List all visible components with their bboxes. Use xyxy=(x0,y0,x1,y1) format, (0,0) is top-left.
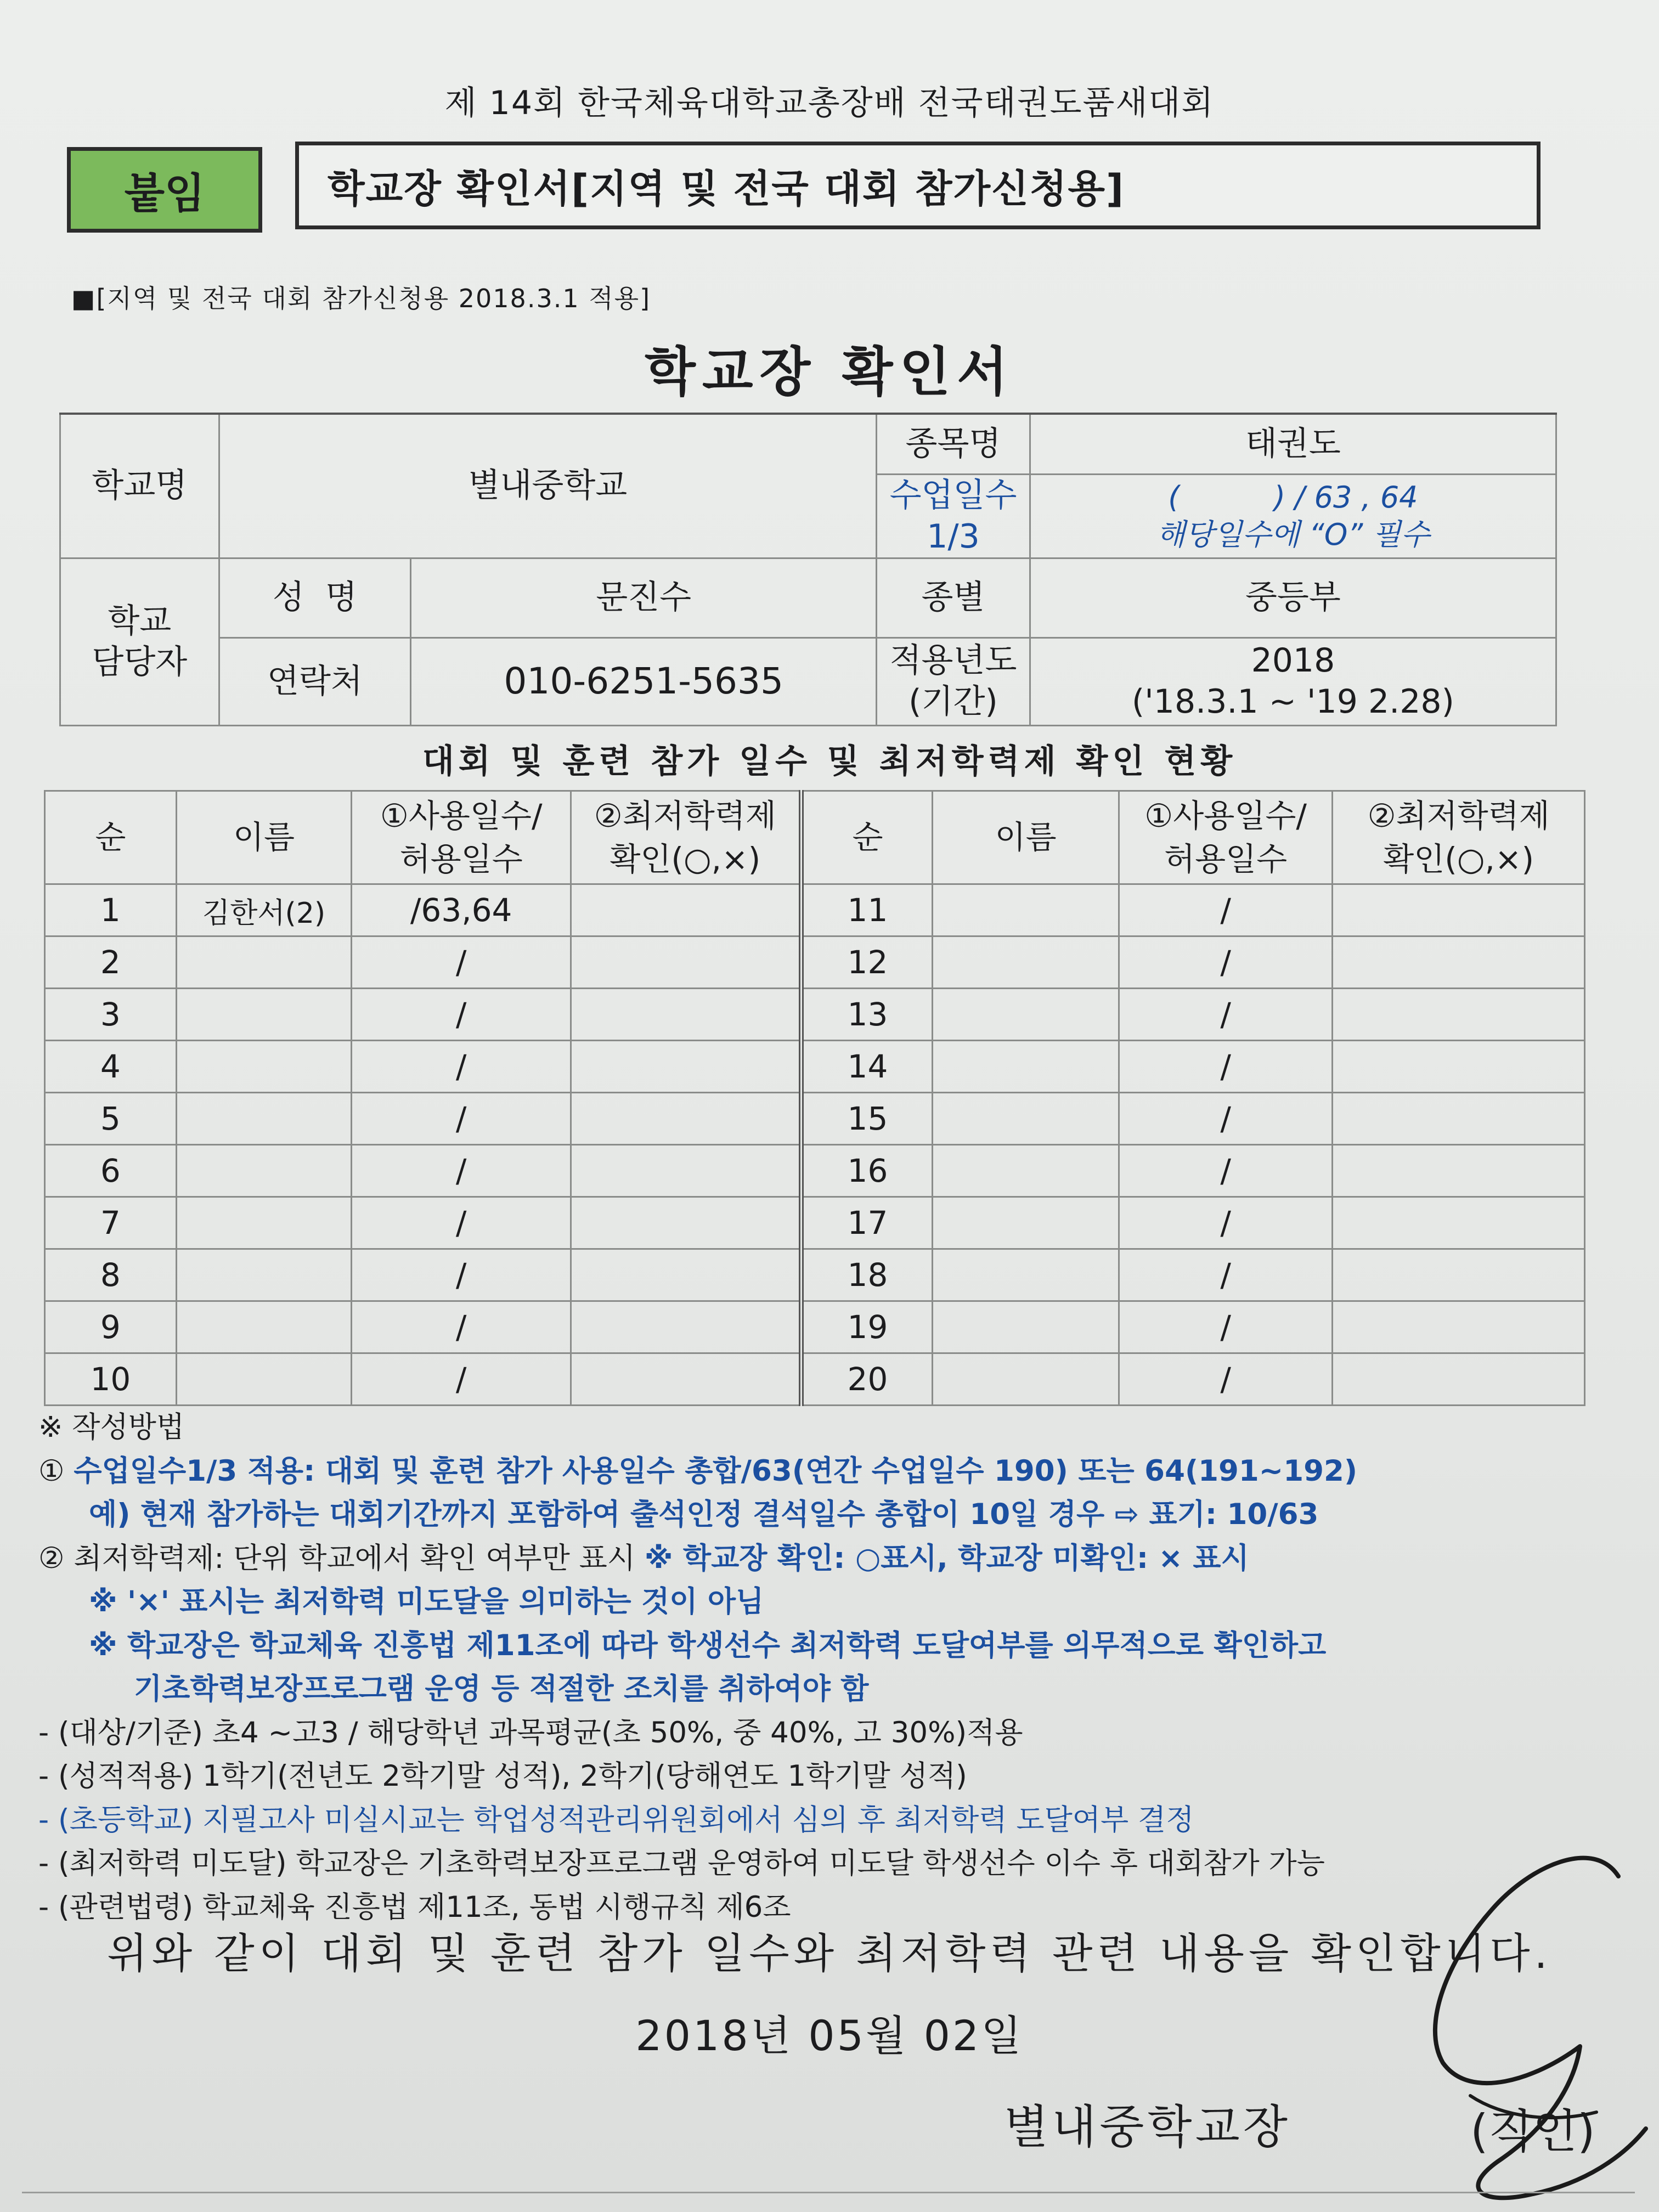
row-days-right: / xyxy=(1119,1145,1333,1197)
row-no: 1 xyxy=(45,884,177,936)
table-row xyxy=(45,936,1585,989)
row-name xyxy=(176,1301,352,1353)
row-name xyxy=(176,936,352,989)
contact-label: 연락처 xyxy=(219,637,411,725)
row-days-right: / xyxy=(1119,1041,1333,1093)
year-value xyxy=(1030,637,1556,725)
row-days: / xyxy=(352,1353,571,1406)
note-4: ※ 학교장은 학교체육 진흥법 제11조에 따라 학생선수 최저학력 도달여부를 의무적으로 확인하고 xyxy=(89,1628,1327,1662)
note-1 xyxy=(38,1449,1629,1493)
row-days-right: / xyxy=(1119,1093,1333,1145)
col-check-header-right-line2: 확인(○,×) xyxy=(1383,840,1534,878)
row-name-right xyxy=(933,1301,1119,1353)
row-no-right: 12 xyxy=(801,936,933,989)
row-name-right xyxy=(933,1093,1119,1145)
row-check-right xyxy=(1333,1093,1585,1145)
note-2-text: 최저학력제: 단위 학교에서 확인 여부만 표시 xyxy=(74,1541,636,1575)
row-check xyxy=(571,1041,802,1093)
row-no: 10 xyxy=(45,1353,177,1406)
col-check-header-line2: 확인(○,×) xyxy=(610,840,761,878)
note-2-number: ② xyxy=(38,1541,65,1575)
row-check xyxy=(571,936,802,989)
note-2 xyxy=(38,1537,1629,1581)
applicability-note: ■[지역 및 전국 대회 참가신청용 2018.3.1 적용] xyxy=(71,284,651,313)
table-header-row xyxy=(45,791,1585,884)
category-label: 종별 xyxy=(877,558,1030,637)
row-no: 6 xyxy=(45,1145,177,1197)
row-days: / xyxy=(352,1197,571,1249)
event-label: 종목명 xyxy=(877,414,1030,474)
row-days-right: / xyxy=(1119,989,1333,1041)
row-days: / xyxy=(352,1249,571,1301)
row-no-right: 16 xyxy=(801,1145,933,1197)
event-value: 태권도 xyxy=(1030,414,1556,474)
col-name-header-right: 이름 xyxy=(933,791,1119,884)
detail-law: - (관련법령) 학교체육 진흥법 제11조, 동법 시행규칙 제6조 xyxy=(38,1890,791,1924)
row-check-right xyxy=(1333,1145,1585,1197)
row-no: 8 xyxy=(45,1249,177,1301)
row-check-right xyxy=(1333,1249,1585,1301)
row-no-right: 19 xyxy=(801,1301,933,1353)
table-row xyxy=(45,1353,1585,1406)
class-days-value-line2: 해당일수에 “O” 필수 xyxy=(1156,517,1430,552)
note-2-emphasis: ※ 학교장 확인: ○표시, 학교장 미확인: × 표시 xyxy=(644,1541,1249,1575)
row-name-right xyxy=(933,936,1119,989)
detail-target: - (대상/기준) 초4 ~고3 / 해당학년 과목평균(초 50%, 중 40%, 고 30%)적용 xyxy=(38,1716,1023,1750)
table-row xyxy=(45,884,1585,936)
row-days-right: / xyxy=(1119,936,1333,989)
col-days-header-right-line2: 허용일수 xyxy=(1164,840,1288,878)
row-days-right: / xyxy=(1119,1353,1333,1406)
name-value: 문진수 xyxy=(411,558,877,637)
school-info-table xyxy=(59,413,1557,726)
note-3: ※ '×' 표시는 최저학력 미도달을 의미하는 것이 아님 xyxy=(89,1585,764,1618)
table-row xyxy=(45,1093,1585,1145)
row-check xyxy=(571,1353,802,1406)
note-1-example: 예) 현재 참가하는 대회기간까지 포함하여 출석인정 결석일수 총합이 10일 경우 ⇨ 표기: 10/63 xyxy=(89,1498,1319,1531)
row-name-right xyxy=(933,1353,1119,1406)
row-name-right xyxy=(933,1041,1119,1093)
class-days-value-line1: ( ) / 63 , 64 xyxy=(1168,480,1418,515)
instructions-heading: ※ 작성방법 xyxy=(38,1410,185,1444)
col-name-header: 이름 xyxy=(176,791,352,884)
row-days: / xyxy=(352,936,571,989)
row-days: /63,64 xyxy=(352,884,571,936)
principal-title: 별내중학교장 xyxy=(1004,2100,1291,2154)
row-check-right xyxy=(1333,936,1585,989)
section-title: 대회 및 훈련 참가 일수 및 최저학력제 확인 현황 xyxy=(422,742,1237,781)
event-title: 제 14회 한국체육대학교총장배 전국태권도품새대회 xyxy=(444,84,1215,122)
detail-grades: - (성적적용) 1학기(전년도 2학기말 성적), 2학기(당해연도 1학기말 성적) xyxy=(38,1759,967,1793)
table-row xyxy=(45,1249,1585,1301)
note-4-cont: 기초학력보장프로그램 운영 등 적절한 조치를 취하여야 함 xyxy=(134,1672,869,1706)
table-row xyxy=(45,1301,1585,1353)
row-days: / xyxy=(352,1145,571,1197)
row-name xyxy=(176,1093,352,1145)
col-no-header-right: 순 xyxy=(801,791,933,884)
bottom-rule xyxy=(22,2192,1635,2193)
category-value: 중등부 xyxy=(1030,558,1556,637)
row-days: / xyxy=(352,989,571,1041)
form-title-box: 학교장 확인서[지역 및 전국 대회 참가신청용] xyxy=(295,142,1541,229)
confirmation-statement: 위와 같이 대회 및 훈련 참가 일수와 최저학력 관련 내용을 확인합니다. xyxy=(107,1929,1552,1978)
row-name-right xyxy=(933,1197,1119,1249)
year-label-line2: (기간) xyxy=(909,682,998,721)
col-check-header-line1: ②최저학력제 xyxy=(594,797,776,835)
year-label xyxy=(877,637,1030,725)
row-check xyxy=(571,1249,802,1301)
year-value-line1: 2018 xyxy=(1251,641,1335,680)
table-row xyxy=(45,1197,1585,1249)
row-name xyxy=(176,1145,352,1197)
col-no-header: 순 xyxy=(45,791,177,884)
row-no: 5 xyxy=(45,1093,177,1145)
row-check-right xyxy=(1333,1301,1585,1353)
detail-elementary: - (초등학교) 지필고사 미실시교는 학업성적관리위원회에서 심의 후 최저학력 도달여부 결정 xyxy=(38,1803,1194,1837)
seal-placeholder: (직인) xyxy=(1470,2104,1595,2158)
row-check xyxy=(571,989,802,1041)
row-name-right xyxy=(933,884,1119,936)
col-days-header-line1: ①사용일수/ xyxy=(380,797,543,835)
manager-label-line2: 담당자 xyxy=(92,642,188,681)
row-name: 김한서(2) xyxy=(176,884,352,936)
row-no-right: 20 xyxy=(801,1353,933,1406)
col-check-header-right xyxy=(1333,791,1585,884)
table-row xyxy=(45,989,1585,1041)
col-check-header-right-line1: ②최저학력제 xyxy=(1367,797,1550,835)
note-1-text: 수업일수1/3 적용: 대회 및 훈련 참가 사용일수 총합/63(연간 수업일수 190) 또는 64(191~192) xyxy=(74,1454,1358,1488)
year-value-line2: ('18.3.1 ~ '19 2.28) xyxy=(1131,682,1454,721)
class-days-label xyxy=(877,474,1030,558)
row-days: / xyxy=(352,1301,571,1353)
row-no: 2 xyxy=(45,936,177,989)
row-name xyxy=(176,1353,352,1406)
issue-date: 2018년 05월 02일 xyxy=(635,2011,1024,2060)
row-days-right: / xyxy=(1119,1249,1333,1301)
row-name xyxy=(176,1249,352,1301)
row-check-right xyxy=(1333,1041,1585,1093)
col-days-header-line2: 허용일수 xyxy=(399,840,523,878)
row-no-right: 13 xyxy=(801,989,933,1041)
class-days-value xyxy=(1030,474,1556,558)
participation-table xyxy=(44,790,1585,1406)
manager-label xyxy=(60,558,219,725)
row-no-right: 14 xyxy=(801,1041,933,1093)
row-check-right xyxy=(1333,989,1585,1041)
row-check xyxy=(571,884,802,936)
row-no-right: 15 xyxy=(801,1093,933,1145)
school-name-value: 별내중학교 xyxy=(219,414,877,558)
row-no-right: 11 xyxy=(801,884,933,936)
attachment-tag: 붙임 xyxy=(67,147,262,233)
class-days-label-line1: 수업일수 xyxy=(889,476,1017,515)
table-row xyxy=(45,1041,1585,1093)
col-days-header-right-line1: ①사용일수/ xyxy=(1144,797,1307,835)
detail-unmet: - (최저학력 미도달) 학교장은 기초학력보장프로그램 운영하여 미도달 학생선수 이수 후 대회참가 가능 xyxy=(38,1847,1325,1880)
year-label-line1: 적용년도 xyxy=(889,641,1017,680)
row-check xyxy=(571,1145,802,1197)
name-label: 성 명 xyxy=(219,558,411,637)
row-no: 9 xyxy=(45,1301,177,1353)
manager-label-line1: 학교 xyxy=(108,601,172,640)
contact-value: 010-6251-5635 xyxy=(411,637,877,725)
row-name-right xyxy=(933,1249,1119,1301)
row-check-right xyxy=(1333,1197,1585,1249)
row-check xyxy=(571,1301,802,1353)
note-1-number: ① xyxy=(38,1454,65,1488)
row-days: / xyxy=(352,1041,571,1093)
col-days-header xyxy=(352,791,571,884)
instructions xyxy=(38,1406,1629,1929)
row-no-right: 18 xyxy=(801,1249,933,1301)
table-row xyxy=(45,1145,1585,1197)
col-days-header-right xyxy=(1119,791,1333,884)
row-no: 4 xyxy=(45,1041,177,1093)
row-name xyxy=(176,1041,352,1093)
col-check-header xyxy=(571,791,802,884)
row-name xyxy=(176,989,352,1041)
row-no-right: 17 xyxy=(801,1197,933,1249)
row-check-right xyxy=(1333,1353,1585,1406)
row-check xyxy=(571,1197,802,1249)
row-no: 3 xyxy=(45,989,177,1041)
row-name-right xyxy=(933,989,1119,1041)
document-title: 학교장 확인서 xyxy=(645,341,1014,403)
row-days: / xyxy=(352,1093,571,1145)
row-name-right xyxy=(933,1145,1119,1197)
class-days-label-line2: 1/3 xyxy=(927,517,980,556)
row-check xyxy=(571,1093,802,1145)
row-name xyxy=(176,1197,352,1249)
school-name-label: 학교명 xyxy=(60,414,219,558)
row-days-right: / xyxy=(1119,1301,1333,1353)
row-days-right: / xyxy=(1119,884,1333,936)
row-no: 7 xyxy=(45,1197,177,1249)
row-check-right xyxy=(1333,884,1585,936)
row-days-right: / xyxy=(1119,1197,1333,1249)
